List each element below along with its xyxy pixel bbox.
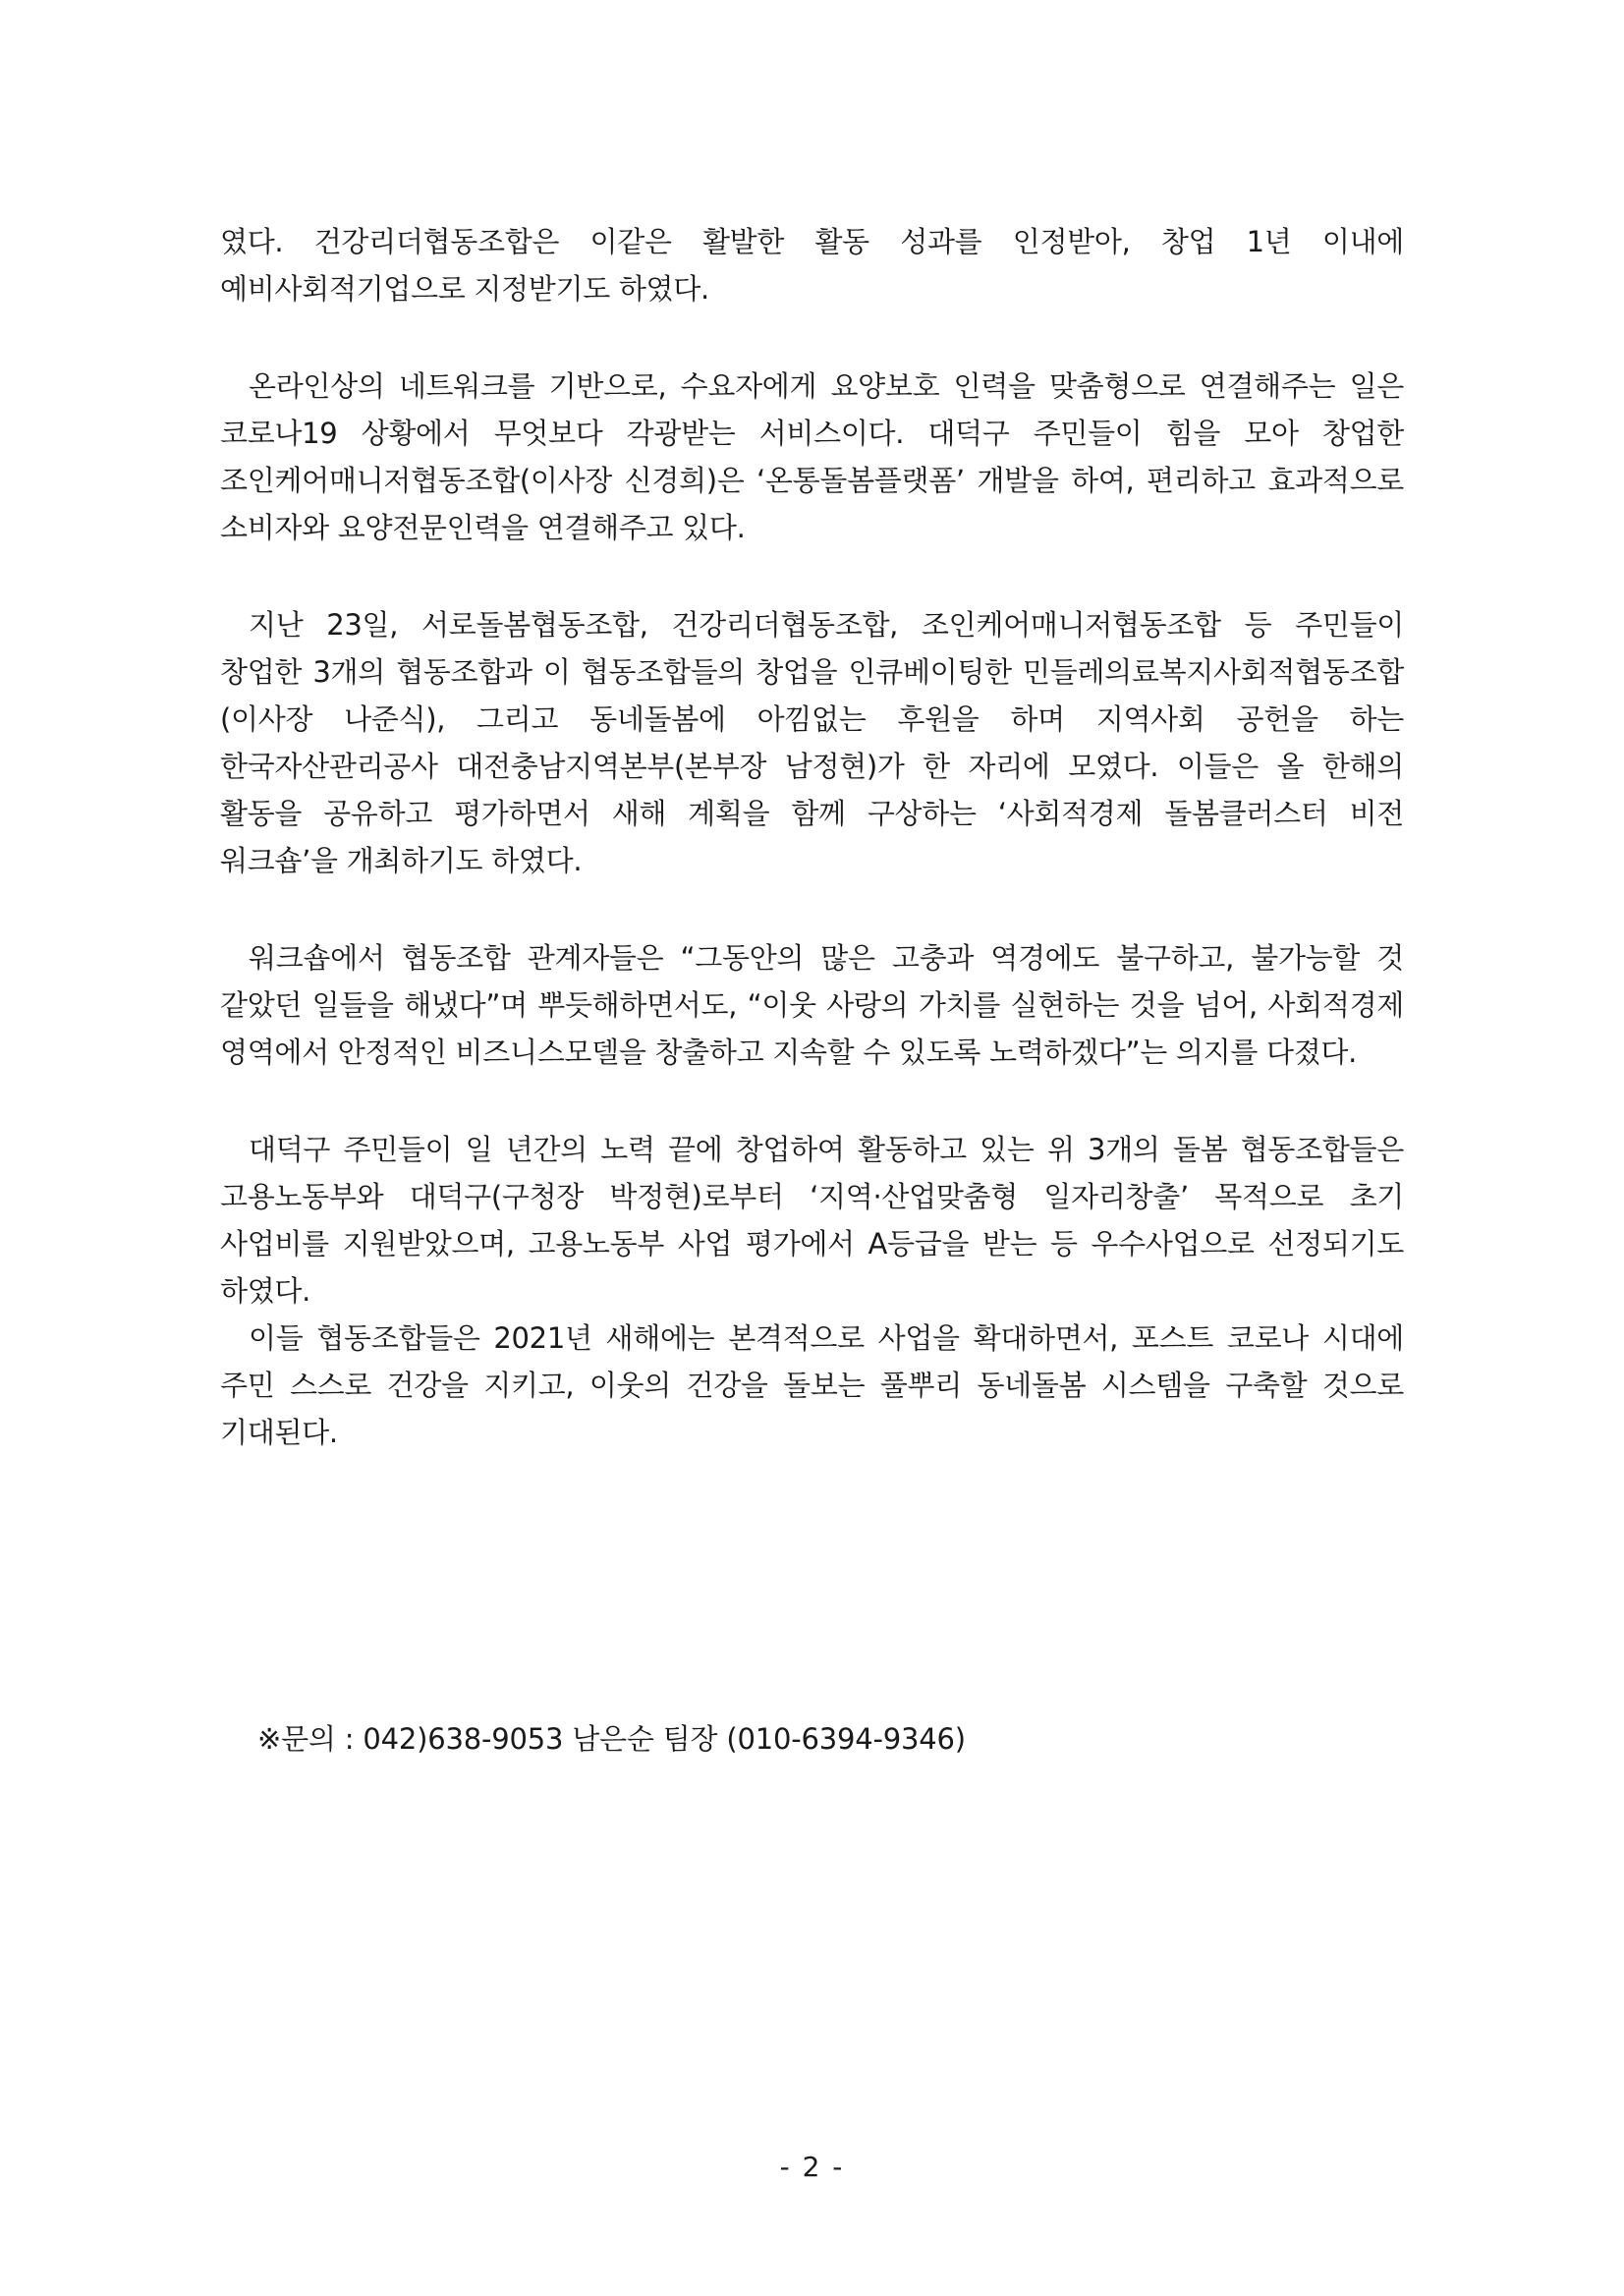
paragraph-5: 대덕구 주민들이 일 년간의 노력 끝에 창업하여 활동하고 있는 위 3개의 돌봄 협동조합들은 고용노동부와 대덕구(구청장 박정현)로부터 ‘지역·산업맞춤형 일자리창출’ 목적으로 초기 사업비를 지원받았으며, 고용노동부 사업 평가에서 A등급을 받는 등 우수사업으로 선정되기도 하였다. — [220, 1133, 1404, 1308]
page-number: - 2 - — [779, 2151, 845, 2183]
paragraph-2: 온라인상의 네트워크를 기반으로, 수요자에게 요양보호 인력을 맞춤형으로 연결해주는 일은 코로나19 상황에서 무엇보다 각광받는 서비스이다. 대덕구 주민들이 힘을 모아 창업한 조인케어매니저협동조합(이사장 신경희)은 ‘온통돌봄플랫폼’ 개발을 하여, 편리하고 효과적으로 소비자와 요양전문인력을 연결해주고 있다. — [220, 369, 1404, 544]
paragraph-4: 워크숍에서 협동조합 관계자들은 “그동안의 많은 고충과 역경에도 불구하고, 불가능할 것 같았던 일들을 해냈다”며 뿌듯해하면서도, “이웃 사랑의 가치를 실현하는 것을 넘어, 사회적경제 영역에서 안정적인 비즈니스모델을 창출하고 지속할 수 있도록 노력하겠다”는 의지를 다졌다. — [220, 941, 1404, 1069]
paragraph-1: 였다. 건강리더협동조합은 이같은 활발한 활동 성과를 인정받아, 창업 1년 이내에 예비사회적기업으로 지정받기도 하였다. — [220, 225, 1404, 306]
paragraph-6: 이들 협동조합들은 2021년 새해에는 본격적으로 사업을 확대하면서, 포스트 코로나 시대에 주민 스스로 건강을 지키고, 이웃의 건강을 돌보는 풀뿌리 동네돌봄 시스템을 구축할 것으로 기대된다. — [220, 1321, 1404, 1449]
paragraph-3: 지난 23일, 서로돌봄협동조합, 건강리더협동조합, 조인케어매니저협동조합 등 주민들이 창업한 3개의 협동조합과 이 협동조합들의 창업을 인큐베이팅한 민들레의료복지사회적협동조합(이사장 나준식), 그리고 동네돌봄에 아낌없는 후원을 하며 지역사회 공헌을 하는 한국자산관리공사 대전충남지역본부(본부장 남정현)가 한 자리에 모였다. 이들은 올 한해의 활동을 공유하고 평가하면서 새해 계획을 함께 구상하는 ‘사회적경제 돌봄클러스터 비전 워크숍’을 개최하기도 하였다. — [220, 608, 1404, 877]
article-body — [220, 218, 1404, 1506]
contact-info: ※문의 : 042)638-9053 남은순 팀장 (010-6394-9346) — [257, 1722, 966, 1756]
